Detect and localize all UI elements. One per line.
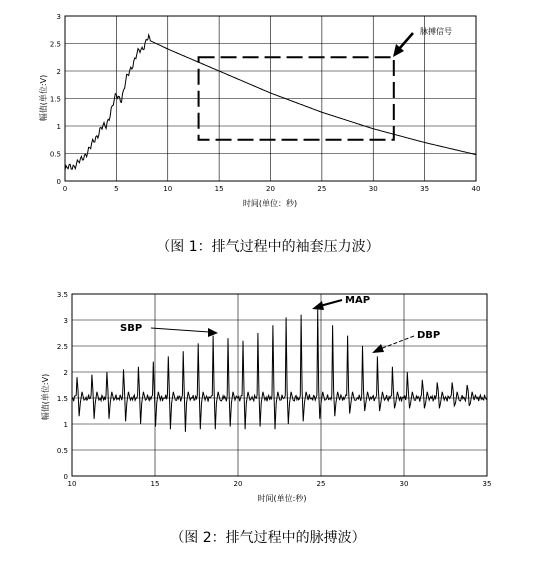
y-tick-label: 3.5 (56, 291, 68, 299)
x-tick-label: 30 (399, 480, 409, 488)
figure-1-caption: （图 1：排气过程中的袖套压力波） (156, 239, 380, 255)
x-tick-label: 35 (420, 185, 430, 193)
chart-2 (40, 291, 491, 503)
y-tick-label: 2 (63, 369, 68, 377)
y-tick-label: 1 (56, 123, 61, 131)
x-tick-label: 5 (114, 185, 119, 193)
x-tick-label: 35 (482, 480, 492, 488)
x-tick-label: 15 (214, 185, 224, 193)
x-tick-label: 40 (471, 185, 481, 193)
y-tick-label: 1.5 (49, 95, 61, 104)
x-tick-label: 20 (233, 480, 243, 488)
chart-2-x-axis-label: 时间(单位:秒) (257, 494, 307, 503)
figure-2-caption: （图 2：排气过程中的脉搏波） (170, 530, 366, 546)
y-tick-label: 0.5 (56, 447, 68, 455)
x-tick-label: 0 (62, 185, 68, 193)
y-tick-label: 0 (63, 473, 68, 481)
x-tick-label: 30 (368, 185, 378, 193)
chart-1-x-ticks (63, 185, 481, 193)
dbp-label: DBP (417, 330, 441, 341)
x-tick-label: 20 (266, 185, 275, 193)
chart-2-x-ticks (68, 480, 492, 488)
y-tick-label: 2 (56, 68, 61, 76)
sbp-label: SBP (120, 323, 143, 334)
x-tick-label: 15 (150, 480, 160, 488)
y-tick-label: 2.5 (56, 343, 68, 351)
chart-2-plot-area (72, 294, 487, 476)
chart-2-y-axis-label: 幅值(单位:V) (41, 373, 50, 421)
chart-1-y-ticks (50, 13, 61, 186)
chart-1-y-axis-label: 幅值(单位:V) (39, 74, 48, 122)
map-label: MAP (345, 295, 371, 306)
y-tick-label: 1.5 (56, 395, 68, 403)
x-tick-label: 25 (316, 480, 326, 488)
chart-1-x-axis-label: 时间(单位：秒) (242, 199, 298, 208)
chart-2-y-ticks (57, 291, 68, 481)
y-tick-label: 0 (56, 178, 61, 186)
y-tick-label: 2.5 (49, 40, 61, 49)
pulse-signal-annotation: 脉搏信号 (420, 27, 452, 36)
y-tick-label: 3 (56, 13, 61, 21)
y-tick-label: 0.5 (49, 150, 61, 159)
y-tick-label: 1 (63, 421, 68, 429)
x-tick-label: 25 (317, 185, 327, 193)
y-tick-label: 3 (63, 317, 68, 325)
x-tick-label: 10 (67, 480, 77, 488)
x-tick-label: 10 (163, 185, 173, 193)
chart-1 (38, 13, 480, 208)
